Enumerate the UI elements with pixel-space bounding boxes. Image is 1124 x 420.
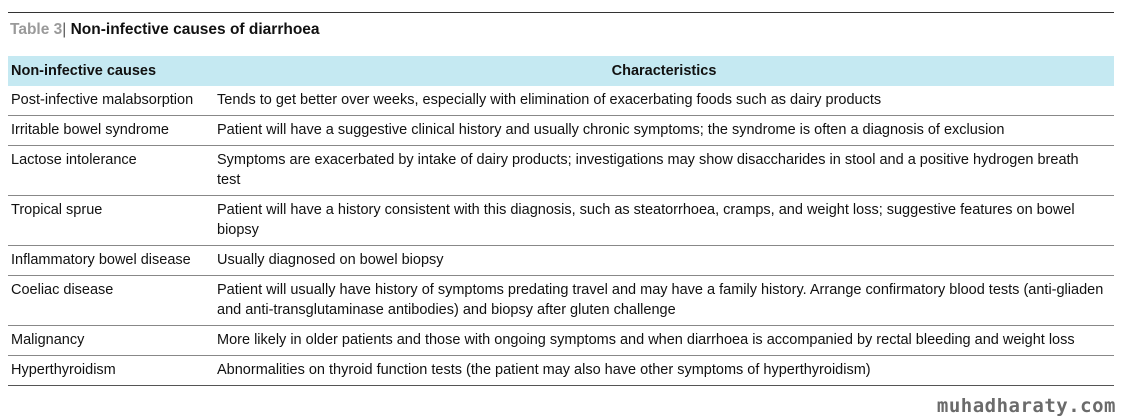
caption-label: Table 3 (10, 21, 63, 38)
table-row (8, 86, 1114, 116)
characteristics-cell: Patient will usually have history of symptoms predating travel and may have a family history. Arrange confirmatory blood tests (anti-gliaden and anti-transglutaminase antibodies) and biopsy after gluten challenge (211, 276, 1114, 326)
table-header-row (8, 56, 1114, 86)
characteristics-cell: More likely in older patients and those with ongoing symptoms and when diarrhoea is accompanied by rectal bleeding and weight loss (211, 326, 1114, 356)
table-row (8, 246, 1114, 276)
cause-cell: Coeliac disease (8, 276, 211, 326)
top-rule (8, 12, 1114, 13)
table-row (8, 116, 1114, 146)
cause-cell: Hyperthyroidism (8, 356, 211, 386)
characteristics-cell: Abnormalities on thyroid function tests (the patient may also have other symptoms of hyperthyroidism) (211, 356, 1114, 386)
cause-cell: Post-infective malabsorption (8, 86, 211, 116)
caption-title: Non-infective causes of diarrhoea (70, 21, 320, 38)
cause-cell: Lactose intolerance (8, 146, 211, 196)
cause-cell: Inflammatory bowel disease (8, 246, 211, 276)
header-characteristics: Characteristics (611, 63, 717, 79)
table-caption (10, 21, 320, 39)
table-row (8, 146, 1114, 196)
header-causes: Non-infective causes (11, 63, 157, 79)
causes-table (8, 56, 1114, 386)
site-watermark: muhadharaty.com (936, 395, 1116, 417)
characteristics-cell: Tends to get better over weeks, especially with elimination of exacerbating foods such as dairy products (211, 86, 1114, 116)
characteristics-cell: Usually diagnosed on bowel biopsy (211, 246, 1114, 276)
characteristics-cell: Patient will have a suggestive clinical history and usually chronic symptoms; the syndrome is often a diagnosis of exclusion (211, 116, 1114, 146)
cause-cell: Malignancy (8, 326, 211, 356)
table-row (8, 196, 1114, 246)
characteristics-cell: Patient will have a history consistent with this diagnosis, such as steatorrhoea, cramps, and weight loss; suggestive features on bowel biopsy (211, 196, 1114, 246)
table-row (8, 356, 1114, 386)
caption-separator: | (62, 21, 67, 38)
cause-cell: Tropical sprue (8, 196, 211, 246)
characteristics-cell: Symptoms are exacerbated by intake of dairy products; investigations may show disaccharides in stool and a positive hydrogen breath test (211, 146, 1114, 196)
table-row (8, 276, 1114, 326)
cause-cell: Irritable bowel syndrome (8, 116, 211, 146)
table-row (8, 326, 1114, 356)
